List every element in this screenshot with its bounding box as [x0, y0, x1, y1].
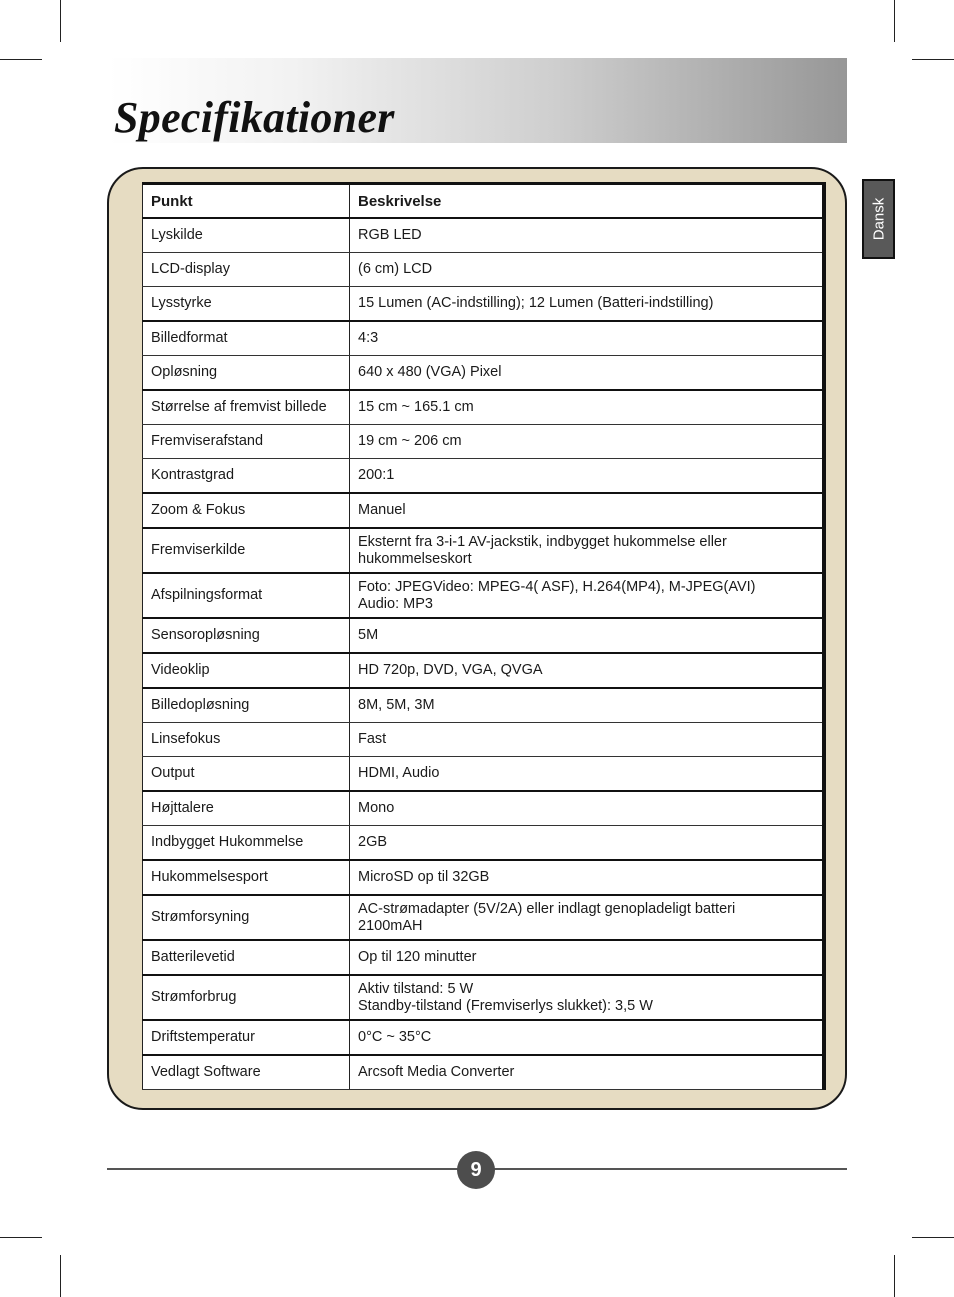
spec-item-cell: Indbygget Hukommelse	[143, 826, 350, 861]
table-row	[143, 459, 825, 494]
table-row	[143, 390, 825, 425]
spec-item-cell: Opløsning	[143, 356, 350, 391]
page-number: 9	[470, 1158, 482, 1181]
spec-description-line: MicroSD op til 32GB	[358, 869, 490, 885]
table-row	[143, 757, 825, 792]
table-row	[143, 573, 825, 618]
spec-description-cell	[350, 895, 825, 940]
spec-description-cell	[350, 528, 825, 573]
table-row	[143, 895, 825, 940]
spec-description-line: AC-strømadapter (5V/2A) eller indlagt genopladeligt batteri	[358, 900, 736, 917]
spec-item-cell: Videoklip	[143, 653, 350, 688]
spec-item-cell: Sensoropløsning	[143, 618, 350, 653]
column-header-description: Beskrivelse	[350, 184, 825, 219]
spec-description-line: Mono	[358, 800, 395, 816]
spec-description-cell	[350, 860, 825, 895]
spec-description-line: Arcsoft Media Converter	[358, 1064, 515, 1080]
spec-description-line: 8M, 5M, 3M	[358, 697, 435, 713]
spec-description-line: 19 cm ~ 206 cm	[358, 433, 462, 449]
spec-description-line: 200:1	[358, 467, 395, 483]
spec-table-body	[143, 184, 825, 1090]
spec-description-cell	[350, 975, 825, 1020]
language-tab-label: Dansk	[870, 197, 887, 241]
crop-mark	[894, 0, 895, 42]
spec-item-cell: Lysstyrke	[143, 287, 350, 322]
spec-description-cell	[350, 723, 825, 757]
table-header-row	[143, 184, 825, 219]
spec-description-line: HDMI, Audio	[358, 765, 440, 781]
table-row	[143, 940, 825, 975]
spec-item-cell: Billedopløsning	[143, 688, 350, 723]
spec-description-cell	[350, 791, 825, 826]
spec-description-line: 2100mAH	[358, 917, 423, 934]
spec-description-cell	[350, 618, 825, 653]
spec-item-cell: Afspilningsformat	[143, 573, 350, 618]
table-row	[143, 321, 825, 356]
spec-description-cell	[350, 573, 825, 618]
language-tab	[862, 179, 895, 259]
spec-description-line: Eksternt fra 3-i-1 AV-jackstik, indbygget hukommelse eller	[358, 533, 727, 550]
spec-description-cell	[350, 493, 825, 528]
page-number-badge	[457, 1151, 495, 1189]
table-row	[143, 425, 825, 459]
spec-description-line: Aktiv tilstand: 5 W	[358, 980, 474, 997]
spec-description-line: 2GB	[358, 834, 388, 850]
spec-item-cell: Fremviserkilde	[143, 528, 350, 573]
spec-table	[142, 182, 826, 1090]
spec-description-line: 15 cm ~ 165.1 cm	[358, 399, 474, 415]
spec-item-cell: Kontrastgrad	[143, 459, 350, 494]
spec-item-cell: Batterilevetid	[143, 940, 350, 975]
spec-description-cell	[350, 688, 825, 723]
spec-item-cell: Fremviserafstand	[143, 425, 350, 459]
spec-description-line: RGB LED	[358, 227, 422, 243]
spec-description-cell	[350, 356, 825, 391]
spec-description-line: Fast	[358, 731, 387, 747]
spec-item-cell: LCD-display	[143, 253, 350, 287]
crop-mark	[60, 0, 61, 42]
table-row	[143, 860, 825, 895]
table-row	[143, 493, 825, 528]
spec-item-cell: Linsefokus	[143, 723, 350, 757]
table-row	[143, 688, 825, 723]
column-header-item: Punkt	[143, 184, 350, 219]
spec-description-line: 640 x 480 (VGA) Pixel	[358, 364, 502, 380]
spec-description-cell	[350, 459, 825, 494]
spec-description-line: Op til 120 minutter	[358, 949, 477, 965]
table-row	[143, 653, 825, 688]
table-row	[143, 975, 825, 1020]
crop-mark	[60, 1255, 61, 1297]
table-row	[143, 287, 825, 322]
spec-description-cell	[350, 321, 825, 356]
spec-item-cell: Output	[143, 757, 350, 792]
table-row	[143, 1055, 825, 1090]
spec-description-line: hukommelseskort	[358, 550, 472, 567]
spec-description-cell	[350, 1055, 825, 1090]
table-row	[143, 253, 825, 287]
spec-item-cell: Driftstemperatur	[143, 1020, 350, 1055]
spec-description-line: Foto: JPEGVideo: MPEG-4( ASF), H.264(MP4), M-JPEG(AVI)	[358, 578, 756, 595]
page-title: Specifikationer	[114, 93, 395, 142]
crop-mark	[912, 1237, 954, 1238]
spec-description-cell	[350, 287, 825, 322]
spec-description-line: Audio: MP3	[358, 595, 433, 612]
spec-description-line: 0°C ~ 35°C	[358, 1029, 432, 1045]
spec-item-cell: Vedlagt Software	[143, 1055, 350, 1090]
spec-item-cell: Lyskilde	[143, 218, 350, 253]
spec-description-cell	[350, 390, 825, 425]
spec-item-cell: Hukommelsesport	[143, 860, 350, 895]
spec-description-line: 15 Lumen (AC-indstilling); 12 Lumen (Batteri-indstilling)	[358, 295, 714, 311]
spec-description-cell	[350, 253, 825, 287]
spec-item-cell: Billedformat	[143, 321, 350, 356]
spec-item-cell: Strømforsyning	[143, 895, 350, 940]
table-row	[143, 723, 825, 757]
spec-description-line: (6 cm) LCD	[358, 261, 433, 277]
spec-description-line: HD 720p, DVD, VGA, QVGA	[358, 662, 543, 678]
crop-mark	[912, 59, 954, 60]
crop-mark	[0, 59, 42, 60]
table-row	[143, 1020, 825, 1055]
spec-description-line: 4:3	[358, 330, 379, 346]
spec-description-line: 5M	[358, 627, 379, 643]
spec-description-cell	[350, 940, 825, 975]
table-row	[143, 218, 825, 253]
table-row	[143, 791, 825, 826]
spec-item-cell: Zoom & Fokus	[143, 493, 350, 528]
spec-item-cell: Højttalere	[143, 791, 350, 826]
spec-description-cell	[350, 653, 825, 688]
spec-description-line: Manuel	[358, 502, 406, 518]
spec-item-cell: Størrelse af fremvist billede	[143, 390, 350, 425]
spec-description-line: Standby-tilstand (Fremviserlys slukket): 3,5 W	[358, 997, 653, 1014]
spec-item-cell: Strømforbrug	[143, 975, 350, 1020]
table-row	[143, 356, 825, 391]
spec-description-cell	[350, 826, 825, 861]
spec-description-cell	[350, 425, 825, 459]
table-row	[143, 528, 825, 573]
crop-mark	[894, 1255, 895, 1297]
spec-description-cell	[350, 218, 825, 253]
crop-mark	[0, 1237, 42, 1238]
spec-description-cell	[350, 757, 825, 792]
spec-description-cell	[350, 1020, 825, 1055]
table-row	[143, 618, 825, 653]
table-row	[143, 826, 825, 861]
